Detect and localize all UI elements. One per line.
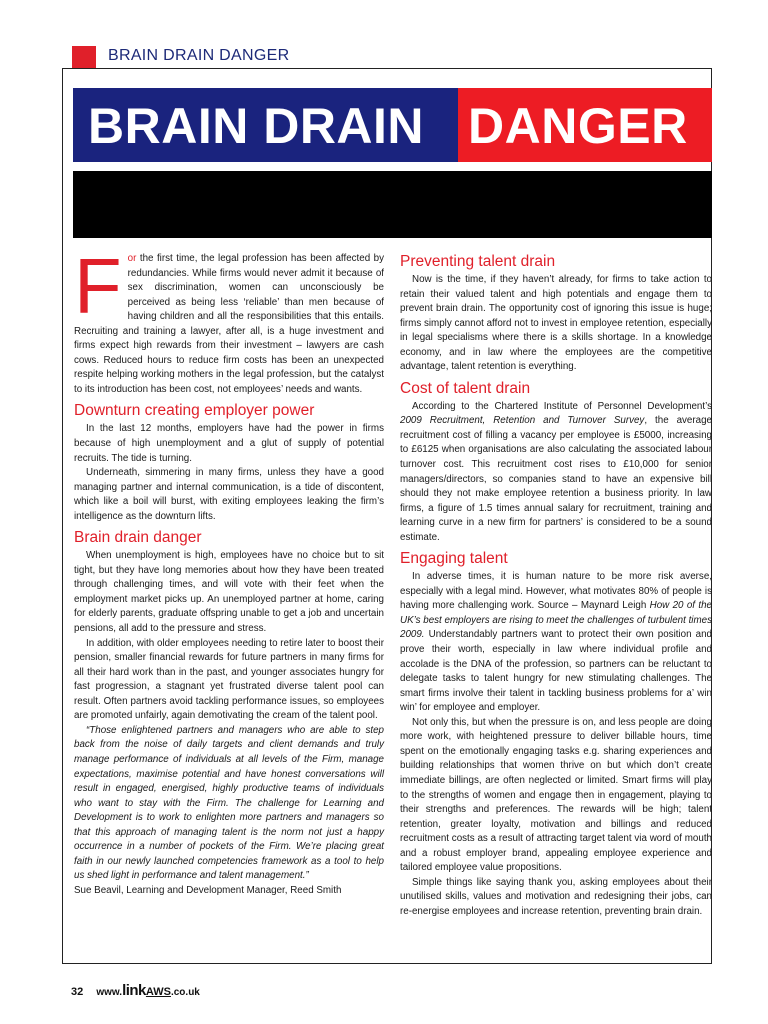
heading-downturn: Downturn creating employer power bbox=[74, 402, 315, 420]
text-run: Understandably partners want to protect their own position and prove their worth, especially in law where individual profile and accolade is the DNA of the profession, so partners can be reluctant to delegate tasks to talent hungry for new stimulating challenges. The smart firms involve their talent in tackling business problems for a’ win win’ for employee and employer. bbox=[400, 629, 712, 714]
right-column bbox=[400, 252, 712, 919]
title-word-danger: DANGER bbox=[468, 98, 688, 154]
frame-rule bbox=[62, 68, 63, 964]
report-title: How 20 of the UK’s best employers are rising to meet the challenges of turbulent times 2009. bbox=[400, 600, 713, 641]
intro-text: the first time, the legal profession has been affected by redundancies. While firms would never admit it because of sex discrimination, women can unconsciously be perceived as being less ‘reliable’ than men because of having children and all the responsibilities that this entails. Recruiting and training a lawyer, after all, is a huge investment and firms expect high rewards from their investment – lawyers are cash cows. Reduced hours to reduce firm costs has been an unexpected respite helping working mothers in the legal profession, but the catalyst to its introduction has been cost, not employees’ needs and wants. bbox=[74, 253, 384, 395]
text-run: According to the Chartered Institute of Personnel Development’s bbox=[412, 400, 712, 412]
paragraph: When unemployment is high, employees have no choice but to sit tight, but they have long memories about how they have been treated through challenging times, and will vote with their feet when the employment market picks up. An unemployed partner at home, caring for elderly parents, graduate offspring unable to get a job and uncertain pensions, all add to the pressure and stress. bbox=[74, 550, 384, 635]
pull-quote: “Those enlightened partners and managers who are able to step back from the noise of daily targets and client demands and truly manage performance of individuals at all levels of the Firm, manage expectations, maximise potential and have honest conversations will result in engaged, energised, highly productive teams of individuals who want to stay with the Firm. The challenge for Learning and Development is to work to enlighten more partners and managers so that this approach of managing talent is the norm not just a happy occurrence in a number of pockets of the Firm. We’re placing great faith in our newly launched competencies framework as a tool to help us shed light in performance and talent management.” bbox=[74, 724, 384, 882]
heading-preventing: Preventing talent drain bbox=[400, 253, 556, 270]
heading-cost: Cost of talent drain bbox=[400, 379, 531, 397]
paragraph bbox=[400, 400, 712, 545]
quote-attribution: Sue Beavil, Learning and Development Manager, Reed Smith bbox=[74, 884, 342, 896]
survey-title: 2009 Recruitment, Retention and Turnover Survey bbox=[400, 415, 645, 427]
paragraph: In addition, with older employees needing to retire later to boost their pension, smaller financial rewards for future partners in many firms for all their hard work than in the past, and younger associates hungry for fast progression, a stagnant yet frustrated diverse talent pool can result. Often partners avoid tackling performance issues, so employees are promoted unfairly, again demotivating the cream of the talent pool. bbox=[74, 637, 384, 722]
intro-first-word: or bbox=[127, 253, 137, 264]
brand-link: link bbox=[122, 982, 146, 999]
running-header: BRAIN DRAIN DANGER bbox=[108, 47, 290, 64]
standfirst-bar bbox=[73, 171, 712, 238]
heading-engaging: Engaging talent bbox=[400, 550, 508, 568]
paragraph bbox=[400, 570, 712, 715]
left-column bbox=[74, 242, 384, 898]
frame-rule bbox=[62, 68, 712, 69]
drop-cap: F bbox=[74, 242, 122, 330]
brand-aws: AWS bbox=[145, 986, 171, 998]
section-marker bbox=[72, 46, 96, 68]
paragraph: Now is the time, if they haven’t already, for firms to take action to retain their valued talent and high potentials and engage them to prevent brain drain. The opportunity cost of ignoring this issue is huge; firms simply cannot afford not to invest in employee retention, especially in legal specialisms where there is a skills shortage. In a knowledge economy, and in law where the employees are the competitive advantage, talent retention is everything. bbox=[400, 274, 712, 373]
heading-brain-drain: Brain drain danger bbox=[74, 529, 202, 547]
url-suffix: .co.uk bbox=[170, 987, 200, 998]
paragraph: Not only this, but when the pressure is on, and less people are doing more work, with heightened pressure to deliver billable hours, time spent on the emotionally engaging tasks e.g. sharing experiences and building relationships that women thrive on but which don’t create immediate billings, are often neglected or limited. Smart firms will play to the strengths of women and engage then in engagement, playing to their strengths and preferences. The rewards will be high; talent retention, greater loyalty, motivation and billings and reduced recruitment costs as a result of attracting target talent via word of mouth and a robust employer brand, appealing employee experience and tailored employee value propositions. bbox=[400, 716, 712, 874]
page-number: 32 bbox=[71, 986, 84, 998]
text-run: In adverse times, it is human nature to be more risk averse, especially with a legal mind. However, what motivates 80% of people is having more challenging work. Source – Maynard Leigh bbox=[400, 571, 712, 612]
intro-paragraph bbox=[74, 242, 384, 397]
paragraph: Simple things like saying thank you, asking employees about their unutilised skills, values and motivation and redesigning their jobs, can re-energise employees and increase retention, preventing brain drain. bbox=[400, 876, 712, 917]
paragraph: Underneath, simmering in many firms, unless they have a good managing partner and internal communication, is a tide of discontent, which like a boil will burst, with exiting employees leaking the firm’s intelligence as the downturn lifts. bbox=[74, 467, 384, 522]
frame-rule bbox=[62, 963, 712, 964]
url-prefix: www. bbox=[96, 987, 123, 998]
page-footer bbox=[71, 982, 200, 999]
footer-url[interactable] bbox=[96, 982, 200, 999]
paragraph: In the last 12 months, employers have had the power in firms because of high unemployment and a glut of supply of potential recruits. The tide is turning. bbox=[74, 423, 384, 464]
text-run: , the average recruitment cost of filling a vacancy per employee is £5000, increasing to £6125 when organisations are also calculating the associated labour turnover cost. This recruitment cost rises to £10,000 for senior managers/directors, so companies stand to have an expensive bill should they not make employee retention a business priority. In law firms, a figure of 1.5 times annual salary for recruitment, training and learning curve in a new firm for partners’ is considered to be a sound estimate. bbox=[400, 415, 712, 543]
title-word-brain-drain: BRAIN DRAIN bbox=[88, 98, 425, 154]
